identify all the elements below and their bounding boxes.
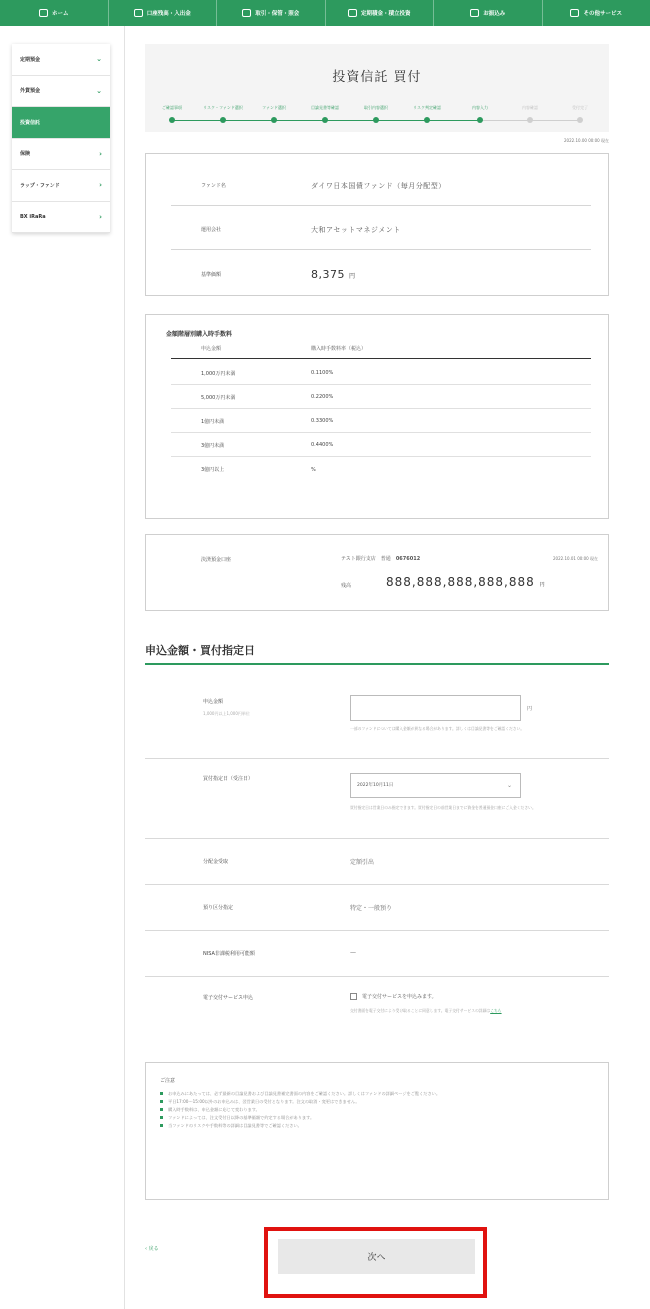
- management-company-row: 運用会社 大和アセットマネジメント: [171, 210, 591, 250]
- base-price-row: 基準価額 8,375 円: [201, 267, 356, 281]
- fee-table-title: 金額階層別購入時手数料: [166, 331, 233, 338]
- step-label: 取引内容選択: [364, 105, 388, 110]
- table-row: 1,000万円未満 0.1100%: [171, 362, 591, 385]
- page-title: 投資信託 買付: [332, 70, 422, 85]
- step-label: 内容確認: [522, 105, 538, 110]
- chevron-right-icon: ›: [99, 149, 102, 158]
- list-item: 当ファンドのリスクや手数料等の詳細は目論見書等でご確認ください。: [160, 1122, 594, 1129]
- edelivery-row: [145, 977, 609, 1039]
- transfer-icon: [470, 9, 479, 17]
- distribution-value: 定額引出: [350, 859, 375, 866]
- table-row: 1億円未満 0.3300%: [171, 410, 591, 433]
- next-button[interactable]: 次へ: [278, 1239, 475, 1274]
- sidebar-item-insurance[interactable]: 保険 ›: [12, 139, 110, 171]
- edelivery-details-link[interactable]: こちら: [490, 1008, 502, 1013]
- account-type-row: [145, 885, 609, 931]
- nav-transactions[interactable]: 取引・保管・照会: [217, 0, 326, 26]
- list-item: ファンドによっては、注文受付日以降の基準価額で約定する場合があります。: [160, 1114, 594, 1121]
- step-dot-current: [477, 117, 483, 123]
- wallet-icon: [134, 9, 143, 17]
- step-label: リスク・ファンド選択: [203, 105, 243, 110]
- step-label: 受付完了: [572, 105, 588, 110]
- nisa-row: [145, 931, 609, 977]
- amount-hint: 1,000円以上1,000円単位: [203, 711, 250, 716]
- chevron-right-icon: ›: [99, 212, 102, 221]
- nisa-value: —: [350, 949, 356, 956]
- settlement-account-card: [145, 534, 609, 611]
- table-row: 3億円以上 %: [201, 466, 316, 473]
- account-number: 0676012: [395, 556, 421, 562]
- edelivery-label: 電子交付サービス申込: [203, 995, 254, 1001]
- page-header: [145, 44, 609, 132]
- home-icon: [39, 9, 48, 17]
- fee-table-card: [145, 314, 609, 519]
- purchase-date-select[interactable]: 2022年10月11日 ⌄: [350, 773, 521, 798]
- notice-box: [145, 1062, 609, 1200]
- amount-label: 申込金額: [203, 699, 224, 705]
- nav-transfer[interactable]: お振込み: [434, 0, 543, 26]
- step-dot: [220, 117, 226, 123]
- edelivery-checkbox[interactable]: [350, 993, 357, 1000]
- nisa-label: NISA非課税利用可能額: [203, 951, 255, 957]
- step-dot: [169, 117, 175, 123]
- step-label: ファンド選択: [262, 105, 286, 110]
- list-item: 平日17:00〜15:00以外のお申込みは、翌営業日の受付となります。注文の取消・変更はできません。: [160, 1098, 594, 1105]
- fund-info-card: [145, 153, 609, 296]
- account-name: テスト銀行支店 普通 0676012: [341, 556, 421, 562]
- chevron-right-icon: ›: [99, 181, 102, 190]
- amount-input[interactable]: [350, 695, 521, 721]
- chevron-left-icon: ‹: [145, 1246, 149, 1252]
- purchase-date-note: 買付指定日は営業日のみ指定できます。買付指定日の前営業日までに資金を普通預金口座にご入金ください。: [350, 805, 536, 810]
- list-item: お申込みにあたっては、必ず最新の目論見書および目論見書補完書面の内容をご確認ください。詳しくはファンドの詳細ページをご覧ください。: [160, 1090, 594, 1097]
- step-dot: [424, 117, 430, 123]
- step-dot: [322, 117, 328, 123]
- account-label: 決済預金口座: [201, 557, 232, 563]
- step-label-current: 内容入力: [472, 105, 488, 110]
- notice-list: [160, 1090, 594, 1129]
- step-label: 目論見書等確認: [311, 105, 339, 110]
- chevron-down-icon: ⌄: [506, 782, 512, 789]
- table-row: 3億円未満 0.4400%: [171, 434, 591, 457]
- purchase-date-label: 買付指定日（受注日）: [203, 776, 254, 782]
- fund-name-row: ファンド名 ダイワ日本国債ファンド（毎月分配型）: [171, 166, 591, 206]
- balance-unit: 円: [539, 582, 546, 588]
- step-dot: [271, 117, 277, 123]
- sidebar-item-foreign-deposit[interactable]: 外貨預金 ⌄: [12, 76, 110, 108]
- base-price: 8,375: [311, 267, 345, 281]
- chevron-down-icon: ⌄: [96, 55, 102, 64]
- timestamp: 2022.10.00 00:00 現在: [564, 138, 609, 143]
- nav-savings[interactable]: 定期積金・積立投資: [326, 0, 435, 26]
- step-label: リスク判定確認: [413, 105, 441, 110]
- distribution-label: 分配金受取: [203, 859, 229, 865]
- sidebar-item-wrap-fund[interactable]: ラップ・ファンド ›: [12, 170, 110, 202]
- nav-balance[interactable]: 口座残高・入出金: [109, 0, 218, 26]
- account-type-label: 預り区分指定: [203, 905, 234, 911]
- balance-label: 残高: [341, 583, 352, 589]
- table-row: 5,000万円未満 0.2200%: [171, 386, 591, 409]
- account-type-value: 特定・一般預り: [350, 905, 393, 912]
- step-dot: [527, 117, 533, 123]
- fee-table-header: 申込金額 購入時手数料率（税込）: [171, 345, 591, 359]
- notice-title: ご注意: [160, 1078, 176, 1084]
- document-icon: [242, 9, 251, 17]
- sidebar: [12, 44, 110, 233]
- step-dot: [373, 117, 379, 123]
- step-dot: [577, 117, 583, 123]
- refresh-icon: [348, 9, 357, 17]
- list-item: 購入時手数料は、申込金額に応じて変わります。: [160, 1106, 594, 1113]
- back-link[interactable]: ‹ 戻る: [145, 1246, 159, 1252]
- purchase-date-row: [145, 759, 609, 839]
- section-title: 申込金額・買付指定日: [145, 642, 609, 665]
- base-price-unit: 円: [349, 272, 356, 280]
- menu-icon: [570, 9, 579, 17]
- sidebar-item-investment-trust[interactable]: 投資信託: [12, 107, 110, 139]
- nav-home[interactable]: ホーム: [0, 0, 109, 26]
- sidebar-item-irara[interactable]: BX iRaRa ›: [12, 202, 110, 234]
- account-date: 2022.10.01 00:00 現在: [553, 556, 598, 561]
- amount-row: [145, 678, 609, 759]
- edelivery-checkbox-label[interactable]: 電子交付サービスを申込みます。: [362, 994, 437, 1000]
- edelivery-note: 交付書面を電子交付により受け取ることに同意します。電子交付サービスの詳細はこちら: [350, 1008, 502, 1013]
- divider: [124, 26, 125, 1309]
- amount-unit: 円: [527, 706, 533, 712]
- distribution-row: [145, 839, 609, 885]
- sidebar-item-time-deposit[interactable]: 定期預金 ⌄: [12, 44, 110, 76]
- amount-note: 一部のファンドについては購入金額が異なる場合があります。詳しくは目論見書等をご確認ください。: [350, 726, 525, 731]
- top-navigation: [0, 0, 650, 26]
- chevron-down-icon: ⌄: [96, 86, 102, 95]
- balance-value: 888,888,888,888,888 円: [386, 575, 546, 589]
- step-label: ご確認事項: [162, 105, 182, 110]
- nav-other[interactable]: その他サービス: [543, 0, 650, 26]
